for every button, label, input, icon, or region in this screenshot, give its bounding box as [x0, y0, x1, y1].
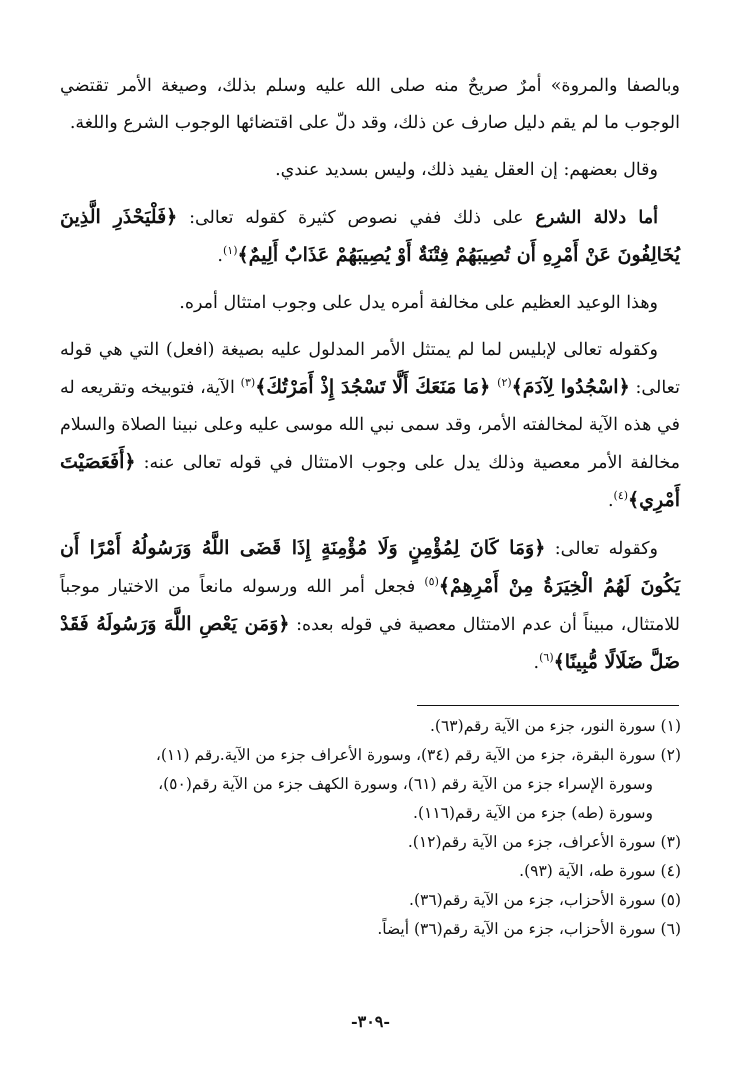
footnote-ref[interactable]: (٤) [613, 489, 629, 503]
paragraph-1: وبالصفا والمروة» أمرٌ صريحٌ منه صلى الله عليه وسلم بذلك، وصيغة الأمر تقتضي الوجوب ما لم يقم دليل صارف عن ذلك، وقد دلّ على اقتضائها الوجوب الشرع واللغة. [60, 76, 680, 133]
quran-verse: ﴿فَلْيَحْذَرِ الَّذِينَ يُخَالِفُونَ عَنْ أَمْرِهِ أَن تُصِيبَهُمْ فِتْنَةٌ أَوْ يُصِيبَهُمْ عَذَابٌ أَلِيمٌ﴾ [60, 206, 680, 266]
paragraph-6 [60, 530, 680, 682]
footnote-ref[interactable]: (٢) [497, 376, 512, 390]
quran-verse: ﴿أَفَعَصَيْتَ أَمْرِي﴾ [60, 451, 680, 511]
punctuation: . [217, 246, 223, 266]
paragraph-4: وهذا الوعيد العظيم على مخالفة أمره يدل على وجوب امتثال أمره. [179, 293, 658, 313]
text: وكقوله تعالى: [545, 539, 658, 559]
quran-verse: ﴿وَمَا كَانَ لِمُؤْمِنٍ وَلَا مُؤْمِنَةٍ إِذَا قَضَى اللَّهُ وَرَسُولُهُ أَمْرًا أَن يَكُونَ لَهُمُ الْخِيَرَةُ مِنْ أَمْرِهِمْ﴾ [60, 537, 680, 597]
punctuation: . [533, 653, 540, 673]
quran-verse: ﴿اسْجُدُوا لِآدَمَ﴾ [511, 376, 630, 398]
punctuation: . [607, 491, 614, 511]
quran-verse: ﴿مَا مَنَعَكَ أَلَّا تَسْجُدَ إِذْ أَمَرْتُكَ﴾ [255, 376, 498, 398]
footnote-4: (٤) سورة طه، الآية (٩٣). [519, 862, 681, 880]
footnote-ref[interactable]: (١) [223, 244, 238, 258]
paragraph-5 [60, 332, 680, 520]
footnote-ref[interactable]: (٣) [240, 376, 256, 390]
footnote-6: (٦) سورة الأحزاب، جزء من الآية رقم(٣٦) أيضاً. [377, 920, 681, 938]
footnote-5: (٥) سورة الأحزاب، جزء من الآية رقم(٣٦). [409, 891, 681, 909]
footnotes [61, 712, 681, 944]
footnote-2-continued: وسورة (طه) جزء من الآية رقم(١١٦). [413, 804, 653, 822]
text: الآية، فتوبيخه وتقريعه له في هذه الآية لمخالفته الأمر، وقد سمى نبي الله موسى عليه وعلى نبينا الصلاة والسلام مخالفة الأمر معصية وذلك يدل على وجوب الامتثال في قوله تعالى عنه: [60, 378, 680, 473]
text: وكقوله تعالى لإبليس لما لم يمتثل الأمر المدلول عليه بصيغة (افعل) التي هي قوله تعالى: [60, 340, 680, 398]
section-lead: أما دلالة الشرع [535, 208, 658, 228]
footnote-1: (١) سورة النور، جزء من الآية رقم(٦٣). [430, 717, 681, 735]
footnote-ref[interactable]: (٥) [424, 575, 439, 589]
footnote-separator [417, 705, 679, 706]
quran-verse: ﴿وَمَن يَعْصِ اللَّهَ وَرَسُولَهُ فَقَدْ ضَلَّ ضَلَالًا مُّبِينًا﴾ [60, 613, 680, 673]
footnote-2: (٢) سورة البقرة، جزء من الآية رقم (٣٤)، وسورة الأعراف جزء من الآية.رقم (١١)، [155, 746, 681, 764]
paragraph-3 [60, 199, 680, 275]
footnote-ref[interactable]: (٦) [539, 651, 554, 665]
text: على ذلك ففي نصوص كثيرة كقوله تعالى: [177, 208, 536, 228]
main-text [60, 68, 680, 692]
footnote-3: (٣) سورة الأعراف، جزء من الآية رقم(١٢). [407, 833, 681, 851]
footnote-2-continued: وسورة الإسراء جزء من الآية رقم (٦١)، وسورة الكهف جزء من الآية رقم(٥٠)، [158, 775, 653, 793]
text: فجعل أمر الله ورسوله مانعاً من الاختيار موجباً للامتثال، مبيناً أن عدم الامتثال معصية في قوله بعده: [60, 577, 680, 635]
paragraph-2: وقال بعضهم: إن العقل يفيد ذلك، وليس بسديد عندي. [275, 160, 658, 180]
page-number: -٣٠٩- [350, 1012, 391, 1031]
